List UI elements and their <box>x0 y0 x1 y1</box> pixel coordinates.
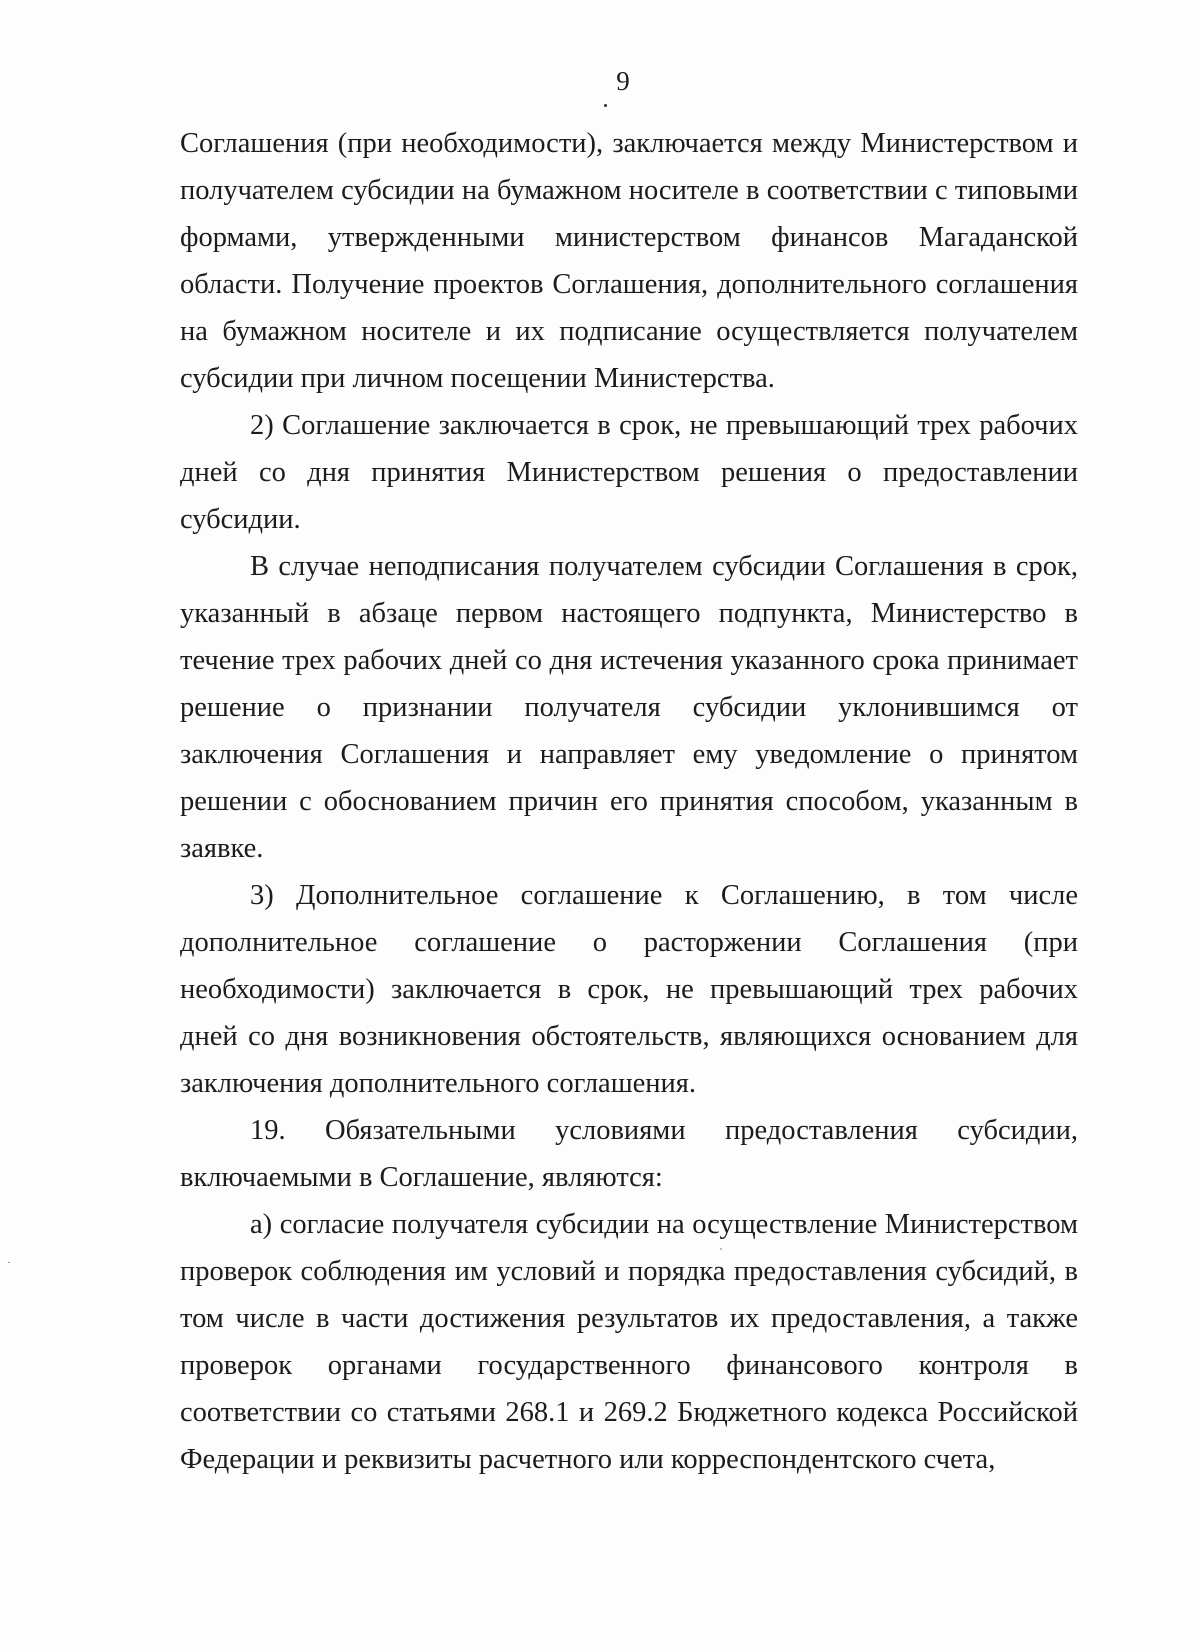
paragraph-continuation: Соглашения (при необходимости), заключается между Министерством и получателем субсидии на бумажном носителе в соответствии с типовыми формами, утвержденными министерством финансов Магаданской области. Получение проектов Соглашения, дополнительного соглашения на бумажном носителе и их подписание осуществляется получателем субсидии при личном посещении Министерства. <box>180 128 1078 394</box>
paragraph-refusal-case: В случае неподписания получателем субсидии Соглашения в срок, указанный в абзаце первом настоящего подпункта, Министерство в течение трех рабочих дней со дня истечения указанного срока принимает решение о признании получателя субсидии уклонившимся от заключения Соглашения и направляет ему уведомление о принятом решении с обоснованием причин его принятия способом, указанным в заявке. <box>180 551 1078 864</box>
document-body <box>180 120 1078 1483</box>
scan-artifact-speck <box>720 1248 722 1250</box>
paragraph-item-a: а) согласие получателя субсидии на осуществление Министерством проверок соблюдения им условий и порядка предоставления субсидий, в том числе в части достижения результатов их предоставления, а также проверок органами государственного финансового контроля в соответствии со статьями 268.1 и 269.2 Бюджетного кодекса Российской Федерации и реквизиты расчетного или корреспондентского счета, <box>180 1209 1078 1475</box>
scan-artifact-dot <box>604 104 607 107</box>
paragraph-item-2: 2) Соглашение заключается в срок, не превышающий трех рабочих дней со дня принятия Министерством решения о предоставлении субсидии. <box>180 410 1078 535</box>
paragraph-item-3: 3) Дополнительное соглашение к Соглашению, в том числе дополнительное соглашение о расторжении Соглашения (при необходимости) заключается в срок, не превышающий трех рабочих дней со дня возникновения обстоятельств, являющихся основанием для заключения дополнительного соглашения. <box>180 880 1078 1099</box>
scan-artifact-mark <box>8 1262 10 1263</box>
paragraph-section-19: 19. Обязательными условиями предоставления субсидии, включаемыми в Соглашение, являются: <box>180 1115 1078 1193</box>
page-number: 9 <box>616 66 630 96</box>
